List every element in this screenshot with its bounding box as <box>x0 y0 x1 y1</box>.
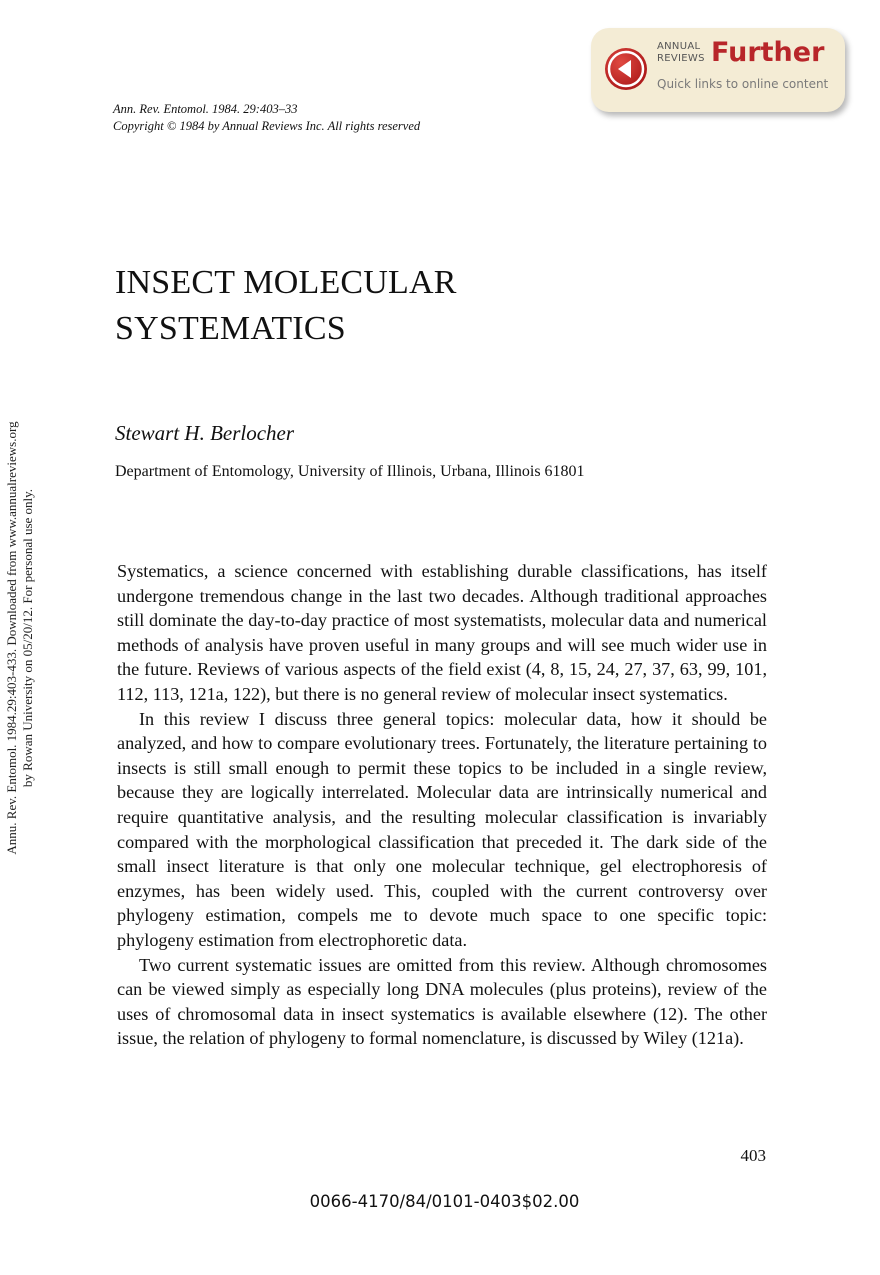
back-arrow-icon <box>605 48 647 90</box>
badge-further-label: Further <box>711 37 825 68</box>
author-name: Stewart H. Berlocher <box>115 421 295 445</box>
body-paragraph: In this review I discuss three general topics: molecular data, how it should be analyzed, and how to compare evolutionary trees. Fortunately, the literature pertaining to insects is still small enough to permit these topics to be included in a single review, because they are logically interrelated. Molecular data are intrinsically numerical and require quantitative analysis, and the resulting molecular classification is invariably compared with the morphological classification that preceded it. The dark side of the small insect literature is that only one molecular technique, gel electrophoresis of enzymes, has been widely used. This, coupled with the current controversy over phylogeny estimation, compels me to devote much space to one specific topic: phylogeny estimation from electrophoretic data. <box>117 708 767 950</box>
download-notice-line: by Rowan University on 05/20/12. For personal use only. <box>20 488 35 788</box>
page-number: 403 <box>740 1146 766 1165</box>
title-line: SYSTEMATICS <box>115 310 346 347</box>
further-badge[interactable] <box>591 28 845 112</box>
title-line: INSECT MOLECULAR <box>115 264 457 301</box>
badge-reviews-label: REVIEWS <box>657 53 705 64</box>
download-notice <box>4 358 36 918</box>
article-code: 0066-4170/84/0101-0403$02.00 <box>309 1192 580 1211</box>
article-title <box>115 260 457 352</box>
badge-annual-label: ANNUAL <box>657 41 701 52</box>
body-paragraph: Two current systematic issues are omitted from this review. Although chromosomes can be viewed simply as especially long DNA molecules (plus proteins), review of the uses of chromosomal data in insect systematics is available elsewhere (12). The other issue, the relation of phylogeny to formal nomenclature, is discussed by Wiley (121a). <box>117 954 767 1049</box>
citation-line: Ann. Rev. Entomol. 1984. 29:403–33 <box>113 102 298 116</box>
badge-quick-links-label[interactable]: Quick links to online content <box>657 77 829 91</box>
author-affiliation: Department of Entomology, University of Illinois, Urbana, Illinois 61801 <box>115 463 585 480</box>
body-paragraph: Systematics, a science concerned with establishing durable classifications, has itself undergone tremendous change in the last two decades. Although traditional approaches still dominate the day-to-day practice of most systematists, molecular data and numerical methods of analysis have proven useful in many groups and will see much wider use in the future. Reviews of various aspects of the field exist (4, 8, 15, 24, 27, 37, 63, 99, 101, 112, 113, 121a, 122), but there is no general review of molecular insect systematics. <box>117 561 767 704</box>
download-notice-line: Annu. Rev. Entomol. 1984.29:403-433. Downloaded from www.annualreviews.org <box>4 421 19 855</box>
copyright-line: Copyright © 1984 by Annual Reviews Inc. All rights reserved <box>113 119 421 133</box>
article-body <box>117 559 767 1051</box>
journal-citation <box>113 101 420 135</box>
